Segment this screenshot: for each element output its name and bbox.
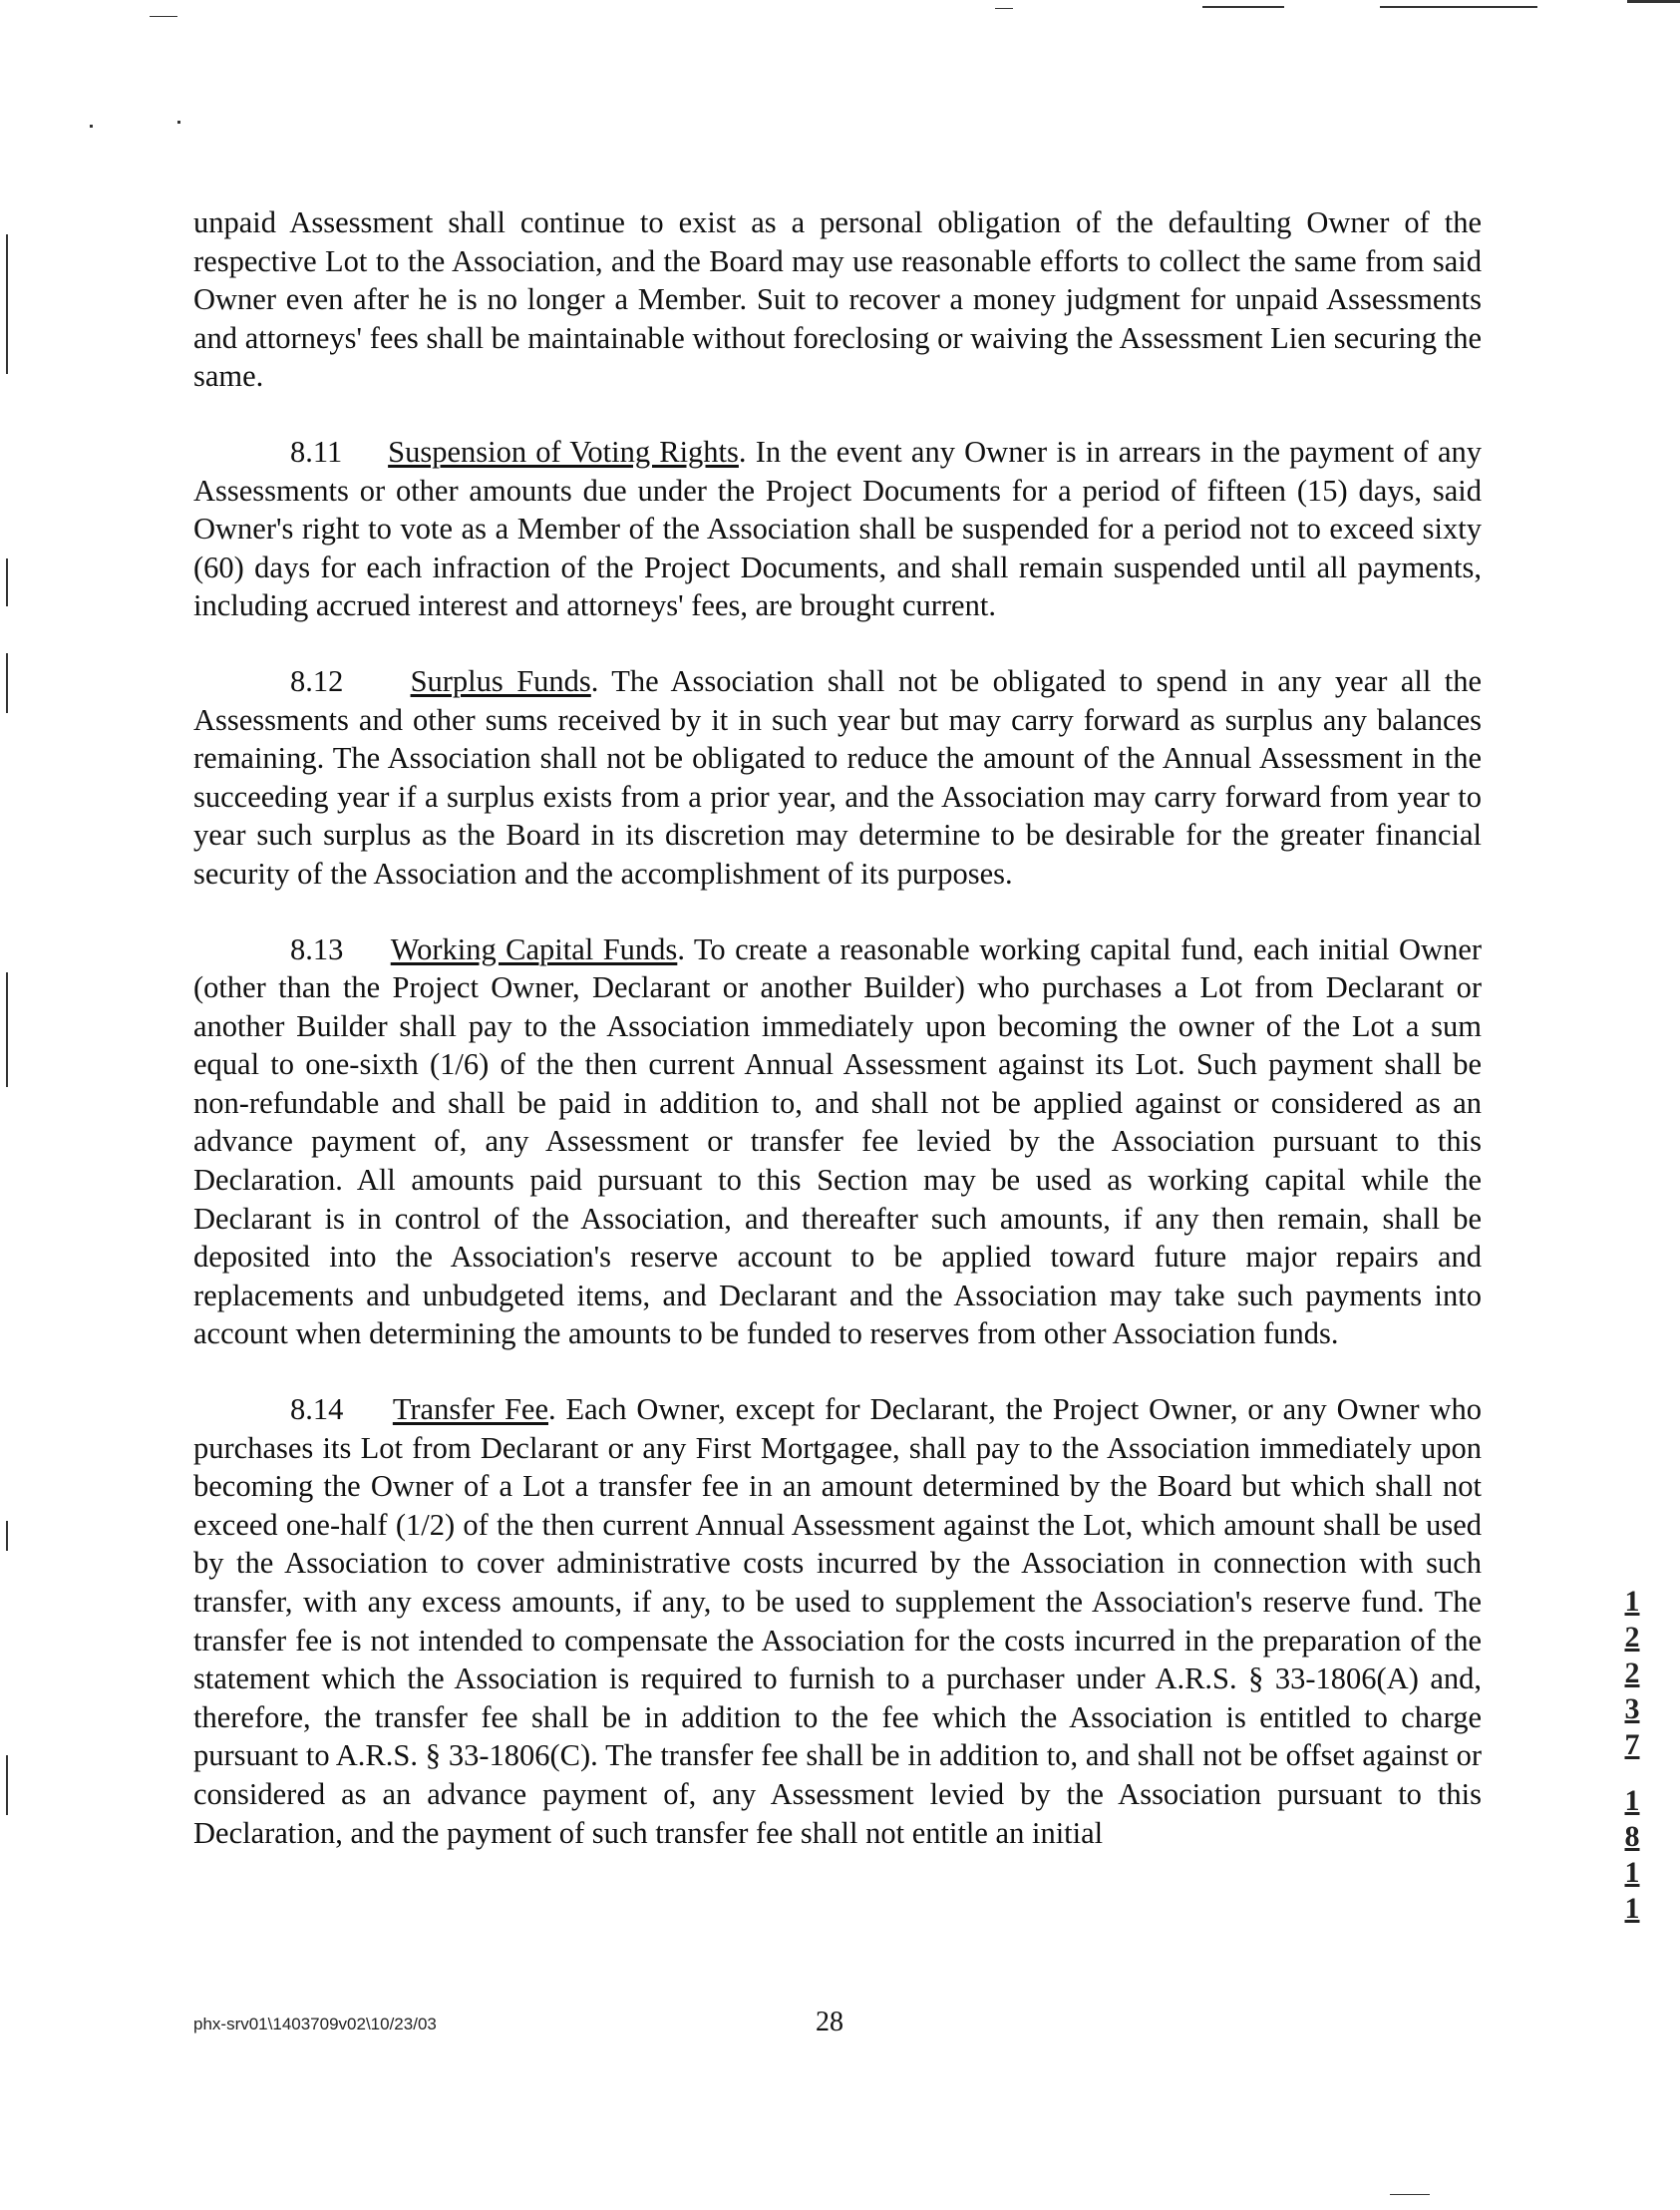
section-heading: Working Capital Funds (390, 931, 678, 966)
scan-mark-left-2 (6, 558, 8, 606)
section-heading: Transfer Fee (392, 1392, 548, 1427)
recording-digit: 7 (1624, 1728, 1640, 1761)
scan-mark-top-right-edge (1627, 0, 1680, 3)
section-text: . To create a reasonable working capital fund, each initial Owner (other than the Project Owner, Declarant or another Builder) who purchases a Lot from Declarant or another Builder shall pay to the Association immediately upon becoming the owner of the Lot a sum equal to one-sixth (1/6) of the then current Annual Assessment against its Lot. Such payment shall be non-refundable and shall be paid in addition to, and shall not be applied against or considered as an advance payment of, any Assessment or transfer fee levied by the Association pursuant to this Declaration. All amounts paid pursuant to this Section may be used as working capital while the Declarant is in control of the Association, and thereafter such amounts, if any then remain, shall be deposited into the Association's reserve account to be applied toward future major repairs and replacements and unbudgeted items, and Declarant and the Association may take such payments into account when determining the amounts to be funded to reserves from other Association funds. (193, 931, 1483, 1351)
paragraph-text: unpaid Assessment shall continue to exist as a personal obligation of the defaulting Owner of the respective Lot to the Association, and the Board may use reasonable efforts to collect the same from said Owner even after he is no longer a Member. Suit to recover a money judgment for unpaid Assessments and attorneys' fees shall be maintainable without foreclosing or waiving the Assessment Lien securing the same. (193, 205, 1482, 394)
recording-digit: 2 (1624, 1621, 1640, 1654)
scan-mark-left-1 (6, 234, 8, 374)
scan-mark-top-right-2 (1380, 6, 1537, 8)
document-body (193, 203, 1482, 1852)
page-number: 28 (816, 2007, 843, 2037)
recording-number-top (1620, 1584, 1644, 1763)
section-heading: Suspension of Voting Rights (388, 434, 739, 469)
scan-mark-left-4 (6, 972, 8, 1087)
scan-mark-left-5 (6, 1521, 8, 1551)
scan-mark-left-3 (6, 653, 8, 713)
footer-document-id: phx-srv01\1403709v02\10/23/03 (193, 2015, 437, 2033)
recording-digit: 2 (1624, 1657, 1640, 1689)
section-number: 8.12 (290, 663, 344, 698)
recording-digit: 3 (1624, 1692, 1640, 1725)
section-number: 8.14 (290, 1392, 344, 1427)
section-text: . In the event any Owner is in arrears in the payment of any Assessments or other amounts due under the Project Documents for a period of fifteen (15) days, said Owner's right to vote as a Member of the Association shall be suspended for a period not to exceed sixty (60) days for each infraction of the Project Documents, and shall remain suspended until all payments, including accrued interest and attorneys' fees, are brought current. (193, 434, 1482, 623)
scan-dot-2 (177, 121, 180, 124)
recording-digit: 1 (1624, 1892, 1640, 1925)
section-text: . Each Owner, except for Declarant, the Project Owner, or any Owner who purchases its Lot from Declarant or any First Mortgagee, shall pay to the Association immediately upon becoming the Owner of a Lot a transfer fee in an amount determined by the Board but which shall not exceed one-half (1/2) of the then current Annual Assessment against the Lot, which amount shall be used by the Association to cover administrative costs incurred by the Association in connection with such transfer, with any excess amounts, if any, to be used to supplement the Association's reserve fund. The transfer fee is not intended to compensate the Association for the costs incurred in the preparation of the statement which the Association is required to furnish to a purchaser under A.R.S. § 33-1806(A) and, therefore, the transfer fee shall be in addition to the fee which the Association is entitled to charge pursuant to A.R.S. § 33-1806(C). The transfer fee shall be in addition to, and shall not be offset against or considered as an advance payment of, any Assessment levied by the Association pursuant to this Declaration, and the payment of such transfer fee shall not entitle an initial (193, 1392, 1483, 1850)
scan-dot-1 (90, 125, 93, 128)
recording-digit: 1 (1624, 1856, 1640, 1889)
section-8-14 (193, 1390, 1482, 1852)
scan-mark-left-6 (6, 1755, 8, 1815)
section-8-11 (193, 433, 1482, 625)
recording-number-bottom (1620, 1783, 1644, 1927)
section-number: 8.13 (290, 931, 344, 966)
section-8-13 (193, 930, 1482, 1354)
recording-digit: 8 (1624, 1820, 1640, 1853)
scan-mark-bottom-right (1390, 2194, 1430, 2195)
section-8-12 (193, 662, 1482, 894)
scan-mark-top-center (995, 8, 1013, 9)
section-heading: Surplus Funds (410, 663, 591, 698)
scan-mark-top-right-1 (1202, 6, 1284, 8)
section-number: 8.11 (290, 434, 343, 469)
recording-digit: 1 (1624, 1784, 1640, 1817)
section-text: . The Association shall not be obligated to spend in any year all the Assessments and other sums received by it in such year but may carry forward as surplus any balances remaining. The Association shall not be obligated to reduce the amount of the Annual Assessment in the succeeding year if a surplus exists from a prior year, and the Association may carry forward from year to year such surplus as the Board in its discretion may determine to be desirable for the greater financial security of the Association and the accomplishment of its purposes. (193, 663, 1483, 891)
scan-mark-top-left (150, 16, 177, 17)
recording-digit: 1 (1624, 1585, 1640, 1618)
paragraph-continuation (193, 203, 1482, 396)
